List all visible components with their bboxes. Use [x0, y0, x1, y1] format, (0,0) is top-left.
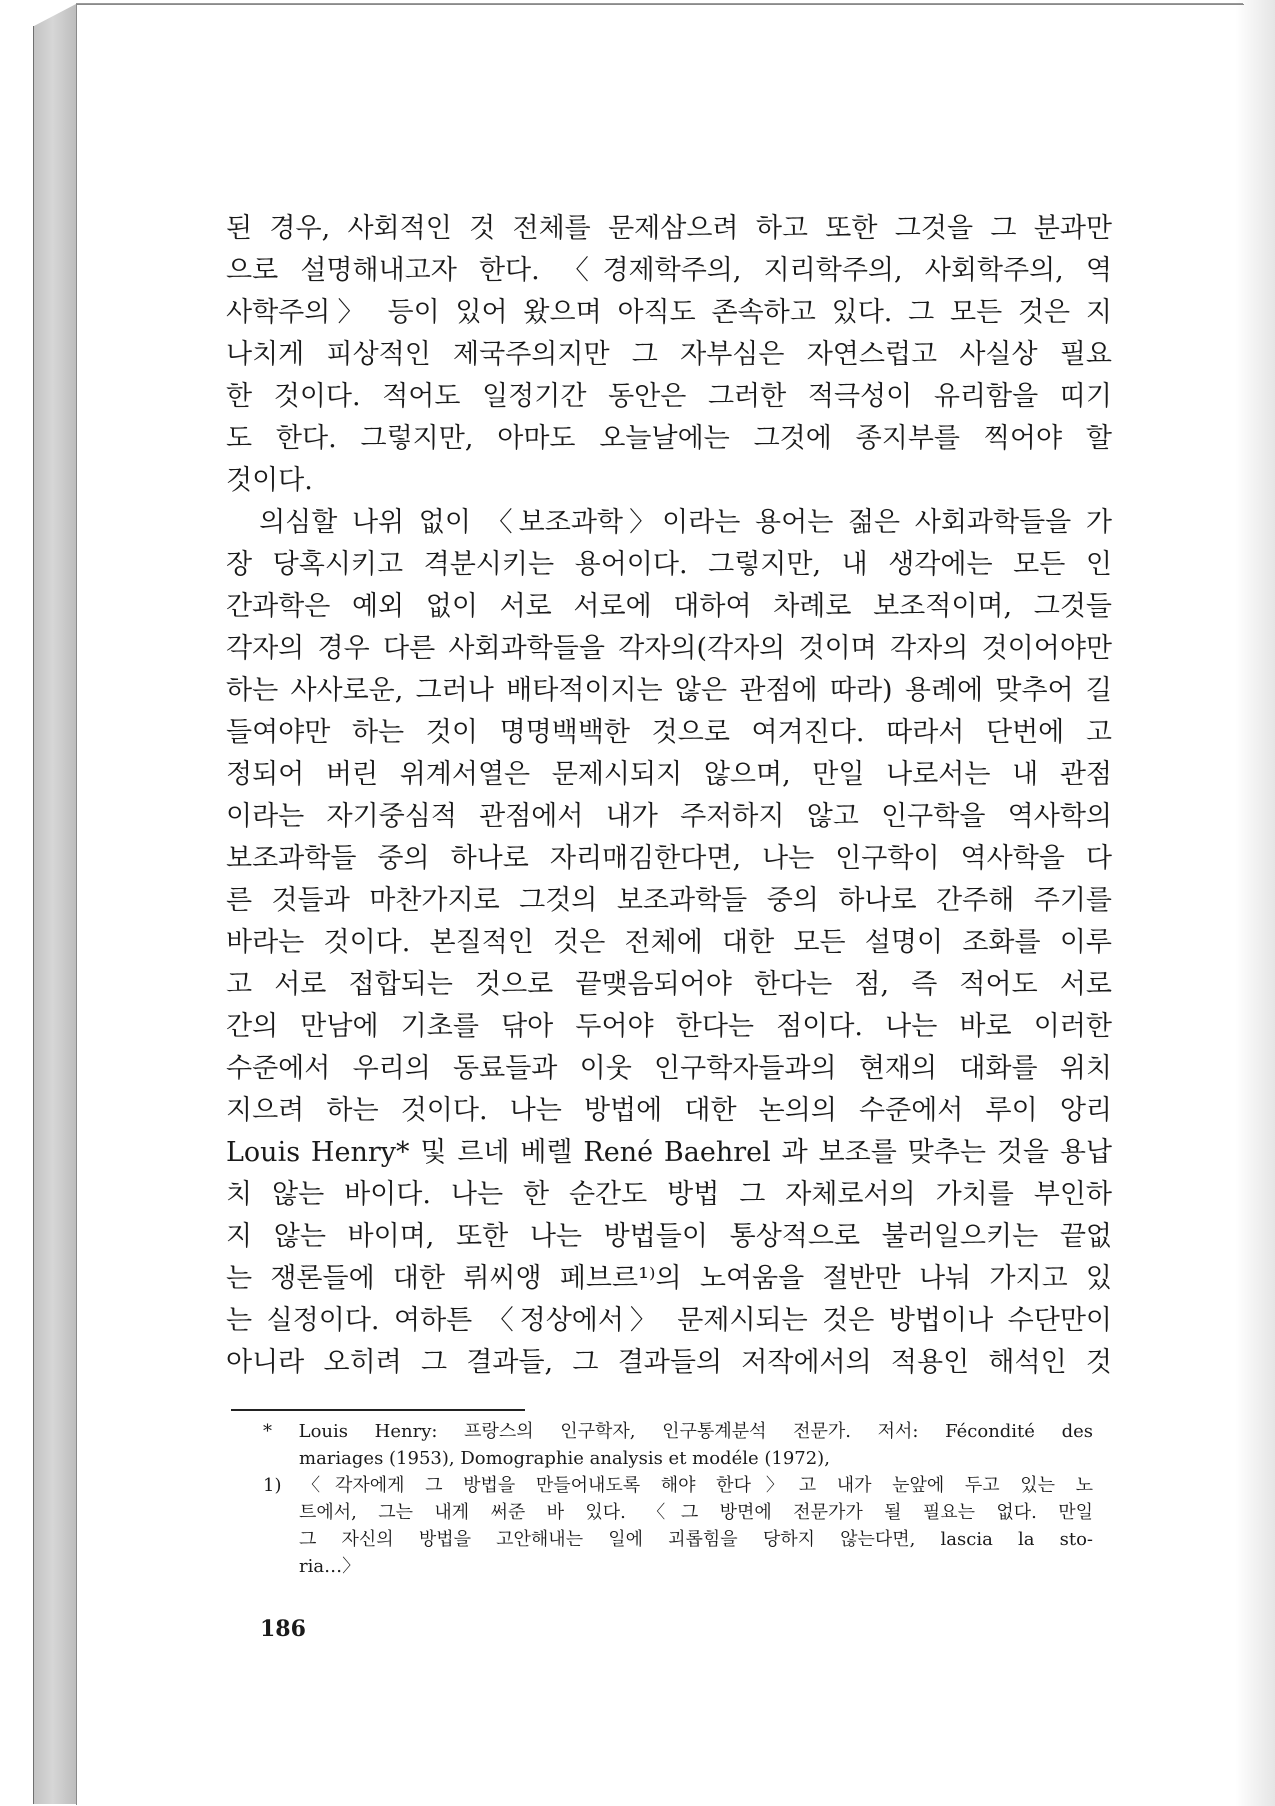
footnote-line: 트에서, 그는 내게 써준 바 있다. 〈그 방면에 전문가가 될 필요는 없다. 만일 [299, 1502, 1093, 1523]
text-line: 지으려 하는 것이다. 나는 방법에 대한 논의의 수준에서 루이 앙리 [226, 1095, 1112, 1126]
text-line: 나치게 피상적인 제국주의지만 그 자부심은 자연스럽고 사실상 필요 [226, 339, 1112, 370]
text-line: 아니라 오히려 그 결과들, 그 결과들의 저작에서의 적용인 해석인 것 [226, 1347, 1112, 1378]
book-spine [34, 4, 76, 1804]
text-line: 지 않는 바이며, 또한 나는 방법들이 통상적으로 불러일으키는 끝없 [226, 1221, 1112, 1252]
book-spine-edge [33, 26, 34, 1804]
footnotes [263, 1418, 1093, 1580]
footnote-line: * Louis Henry: 프랑스의 인구학자, 인구통계분석 전문가. 저서: Fécondité des [263, 1421, 1093, 1442]
text-line: 의심할 나위 없이 〈보조과학〉이라는 용어는 젊은 사회과학들을 가 [226, 507, 1112, 538]
text-line: 치 않는 바이다. 나는 한 순간도 방법 그 자체로서의 가치를 부인하 [226, 1179, 1112, 1210]
page-number: 186 [260, 1616, 306, 1642]
text-line: 사학주의〉 등이 있어 왔으며 아직도 존속하고 있다. 그 모든 것은 지 [226, 297, 1112, 328]
page-shadow [1235, 0, 1275, 1806]
text-line: 각자의 경우 다른 사회과학들을 각자의(각자의 것이며 각자의 것이어야만 [226, 633, 1112, 664]
footnote-rule [231, 1409, 525, 1411]
footnote-line: 그 자신의 방법을 고안해내는 일에 괴롭힘을 당하지 않는다면, lascia la sto- [299, 1529, 1093, 1550]
text-line: 수준에서 우리의 동료들과 이웃 인구학자들과의 현재의 대화를 위치 [226, 1053, 1112, 1084]
footnote-line: mariages (1953), Domographie analysis et modéle (1972), [299, 1448, 830, 1469]
text-line: 른 것들과 마찬가지로 그것의 보조과학들 중의 하나로 간주해 주기를 [226, 885, 1112, 916]
text-line: 는 쟁론들에 대한 뤼씨앵 페브르¹⁾의 노여움을 절반만 나눠 가지고 있 [226, 1263, 1112, 1294]
text-line: 한 것이다. 적어도 일정기간 동안은 그러한 적극성이 유리함을 띠기 [226, 381, 1112, 412]
footnote-line: ria…〉 [299, 1556, 361, 1577]
text-line: 는 실정이다. 여하튼 〈정상에서〉 문제시되는 것은 방법이나 수단만이 [226, 1305, 1112, 1336]
text-line: 도 한다. 그렇지만, 아마도 오늘날에는 그것에 종지부를 찍어야 할 [226, 423, 1112, 454]
text-line: 보조과학들 중의 하나로 자리매김한다면, 나는 인구학이 역사학을 다 [226, 843, 1112, 874]
text-line: 간과학은 예외 없이 서로 서로에 대하여 차례로 보조적이며, 그것들 [226, 591, 1112, 622]
text-line: 것이다. [226, 465, 313, 496]
text-line: 하는 사사로운, 그러나 배타적이지는 않은 관점에 따라) 용례에 맞추어 길 [226, 675, 1112, 706]
text-line: 이라는 자기중심적 관점에서 내가 주저하지 않고 인구학을 역사학의 [226, 801, 1112, 832]
text-line: 바라는 것이다. 본질적인 것은 전체에 대한 모든 설명이 조화를 이루 [226, 927, 1112, 958]
text-line: 고 서로 접합되는 것으로 끝맺음되어야 한다는 점, 즉 적어도 서로 [226, 969, 1112, 1000]
text-line: 들여야만 하는 것이 명명백백한 것으로 여겨진다. 따라서 단번에 고 [226, 717, 1112, 748]
text-line: 된 경우, 사회적인 것 전체를 문제삼으려 하고 또한 그것을 그 분과만 [226, 213, 1112, 244]
text-line: 간의 만남에 기초를 닦아 두어야 한다는 점이다. 나는 바로 이러한 [226, 1011, 1112, 1042]
body-text [226, 208, 1112, 1384]
text-line: Louis Henry* 및 르네 베렐 René Baehrel 과 보조를 맞추는 것을 용납 [226, 1137, 1112, 1168]
text-line: 장 당혹시키고 격분시키는 용어이다. 그렇지만, 내 생각에는 모든 인 [226, 549, 1112, 580]
text-line: 으로 설명해내고자 한다. 〈경제학주의, 지리학주의, 사회학주의, 역 [226, 255, 1112, 286]
text-line: 정되어 버린 위계서열은 문제시되지 않으며, 만일 나로서는 내 관점 [226, 759, 1112, 790]
footnote-line: 1) 〈각자에게 그 방법을 만들어내도록 해야 한다〉고 내가 눈앞에 두고 있는 노 [263, 1475, 1093, 1496]
